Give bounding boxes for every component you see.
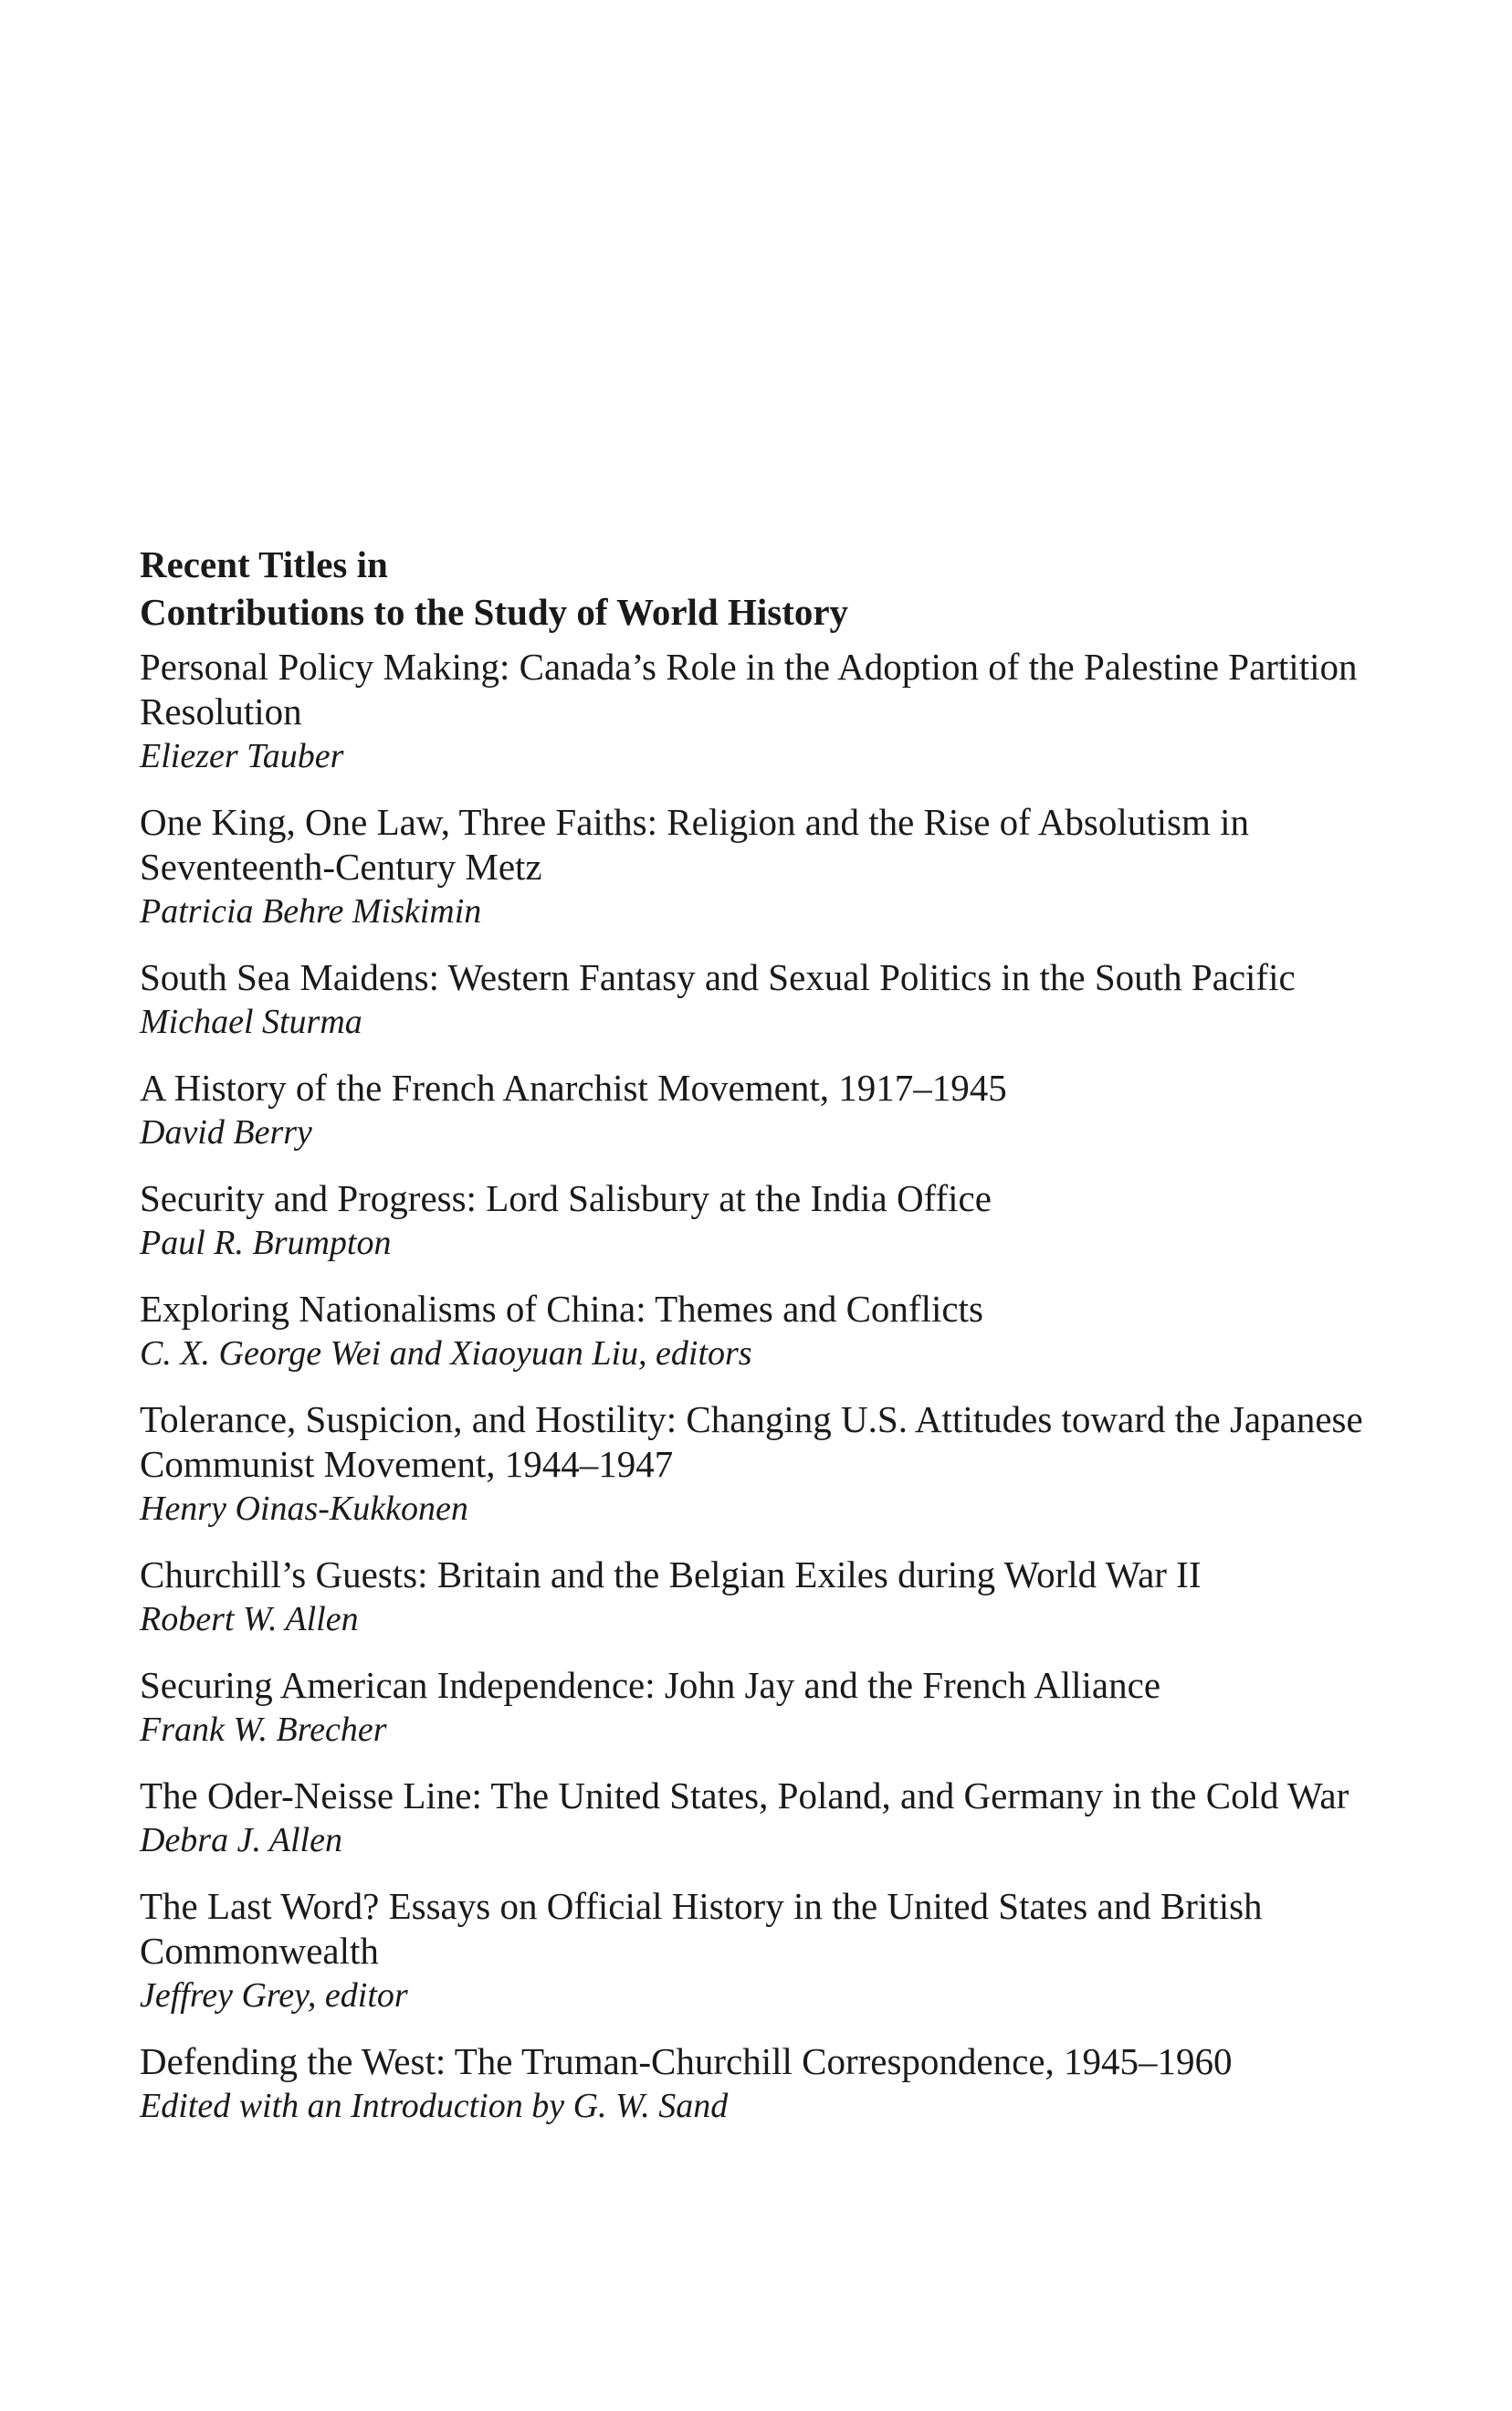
book-title: The Oder-Neisse Line: The United States, Poland, and Germany in the Cold War — [140, 1774, 1349, 1816]
book-title: A History of the French Anarchist Movement, 1917–1945 — [140, 1067, 1007, 1109]
series-heading-line-1: Recent Titles in — [140, 543, 388, 585]
book-entry — [140, 645, 1391, 779]
book-title: The Last Word? Essays on Official History in the United States and British Commonwealth — [140, 1885, 1263, 1972]
book-entry — [140, 1287, 1391, 1376]
book-entry — [140, 1884, 1391, 2018]
book-author: Paul R. Brumpton — [140, 1224, 392, 1262]
book-entry — [140, 1176, 1391, 1266]
book-author: Edited with an Introduction by G. W. Sand — [140, 2087, 729, 2125]
book-title: Defending the West: The Truman-Churchill Correspondence, 1945–1960 — [140, 2040, 1233, 2082]
book-entry — [140, 1066, 1391, 1155]
book-entry — [140, 800, 1391, 934]
book-entry — [140, 1663, 1391, 1753]
book-title: Personal Policy Making: Canada’s Role in the Adoption of the Palestine Partition Resolution — [140, 646, 1358, 732]
book-title: Security and Progress: Lord Salisbury at the India Office — [140, 1177, 992, 1219]
book-author: Debra J. Allen — [140, 1821, 342, 1859]
book-title: Exploring Nationalisms of China: Themes and Conflicts — [140, 1288, 983, 1330]
book-author: Eliezer Tauber — [140, 737, 344, 775]
book-author: C. X. George Wei and Xiaoyuan Liu, editors — [140, 1334, 752, 1373]
book-title: One King, One Law, Three Faiths: Religion and the Rise of Absolutism in Seventeenth-Century Metz — [140, 801, 1250, 888]
book-author: Henry Oinas-Kukkonen — [140, 1490, 468, 1528]
book-title: South Sea Maidens: Western Fantasy and Sexual Politics in the South Pacific — [140, 956, 1296, 998]
book-title: Tolerance, Suspicion, and Hostility: Changing U.S. Attitudes toward the Japanese Communist Movement, 1944–1947 — [140, 1398, 1363, 1485]
book-entry — [140, 1774, 1391, 1863]
book-entry — [140, 2039, 1391, 2129]
book-title: Securing American Independence: John Jay and the French Alliance — [140, 1664, 1161, 1706]
book-author: Patricia Behre Miskimin — [140, 892, 482, 931]
book-author: Michael Sturma — [140, 1003, 362, 1041]
book-author: Robert W. Allen — [140, 1600, 359, 1638]
series-list-block — [140, 541, 1391, 2150]
series-title: Contributions to the Study of World History — [140, 591, 849, 633]
book-author: David Berry — [140, 1113, 312, 1152]
book-author: Frank W. Brecher — [140, 1711, 387, 1749]
book-entry — [140, 1553, 1391, 1642]
series-heading — [140, 541, 1391, 636]
book-title: Churchill’s Guests: Britain and the Belgian Exiles during World War II — [140, 1553, 1202, 1595]
book-author: Jeffrey Grey, editor — [140, 1976, 408, 2015]
book-entry — [140, 955, 1391, 1045]
book-entry — [140, 1397, 1391, 1532]
